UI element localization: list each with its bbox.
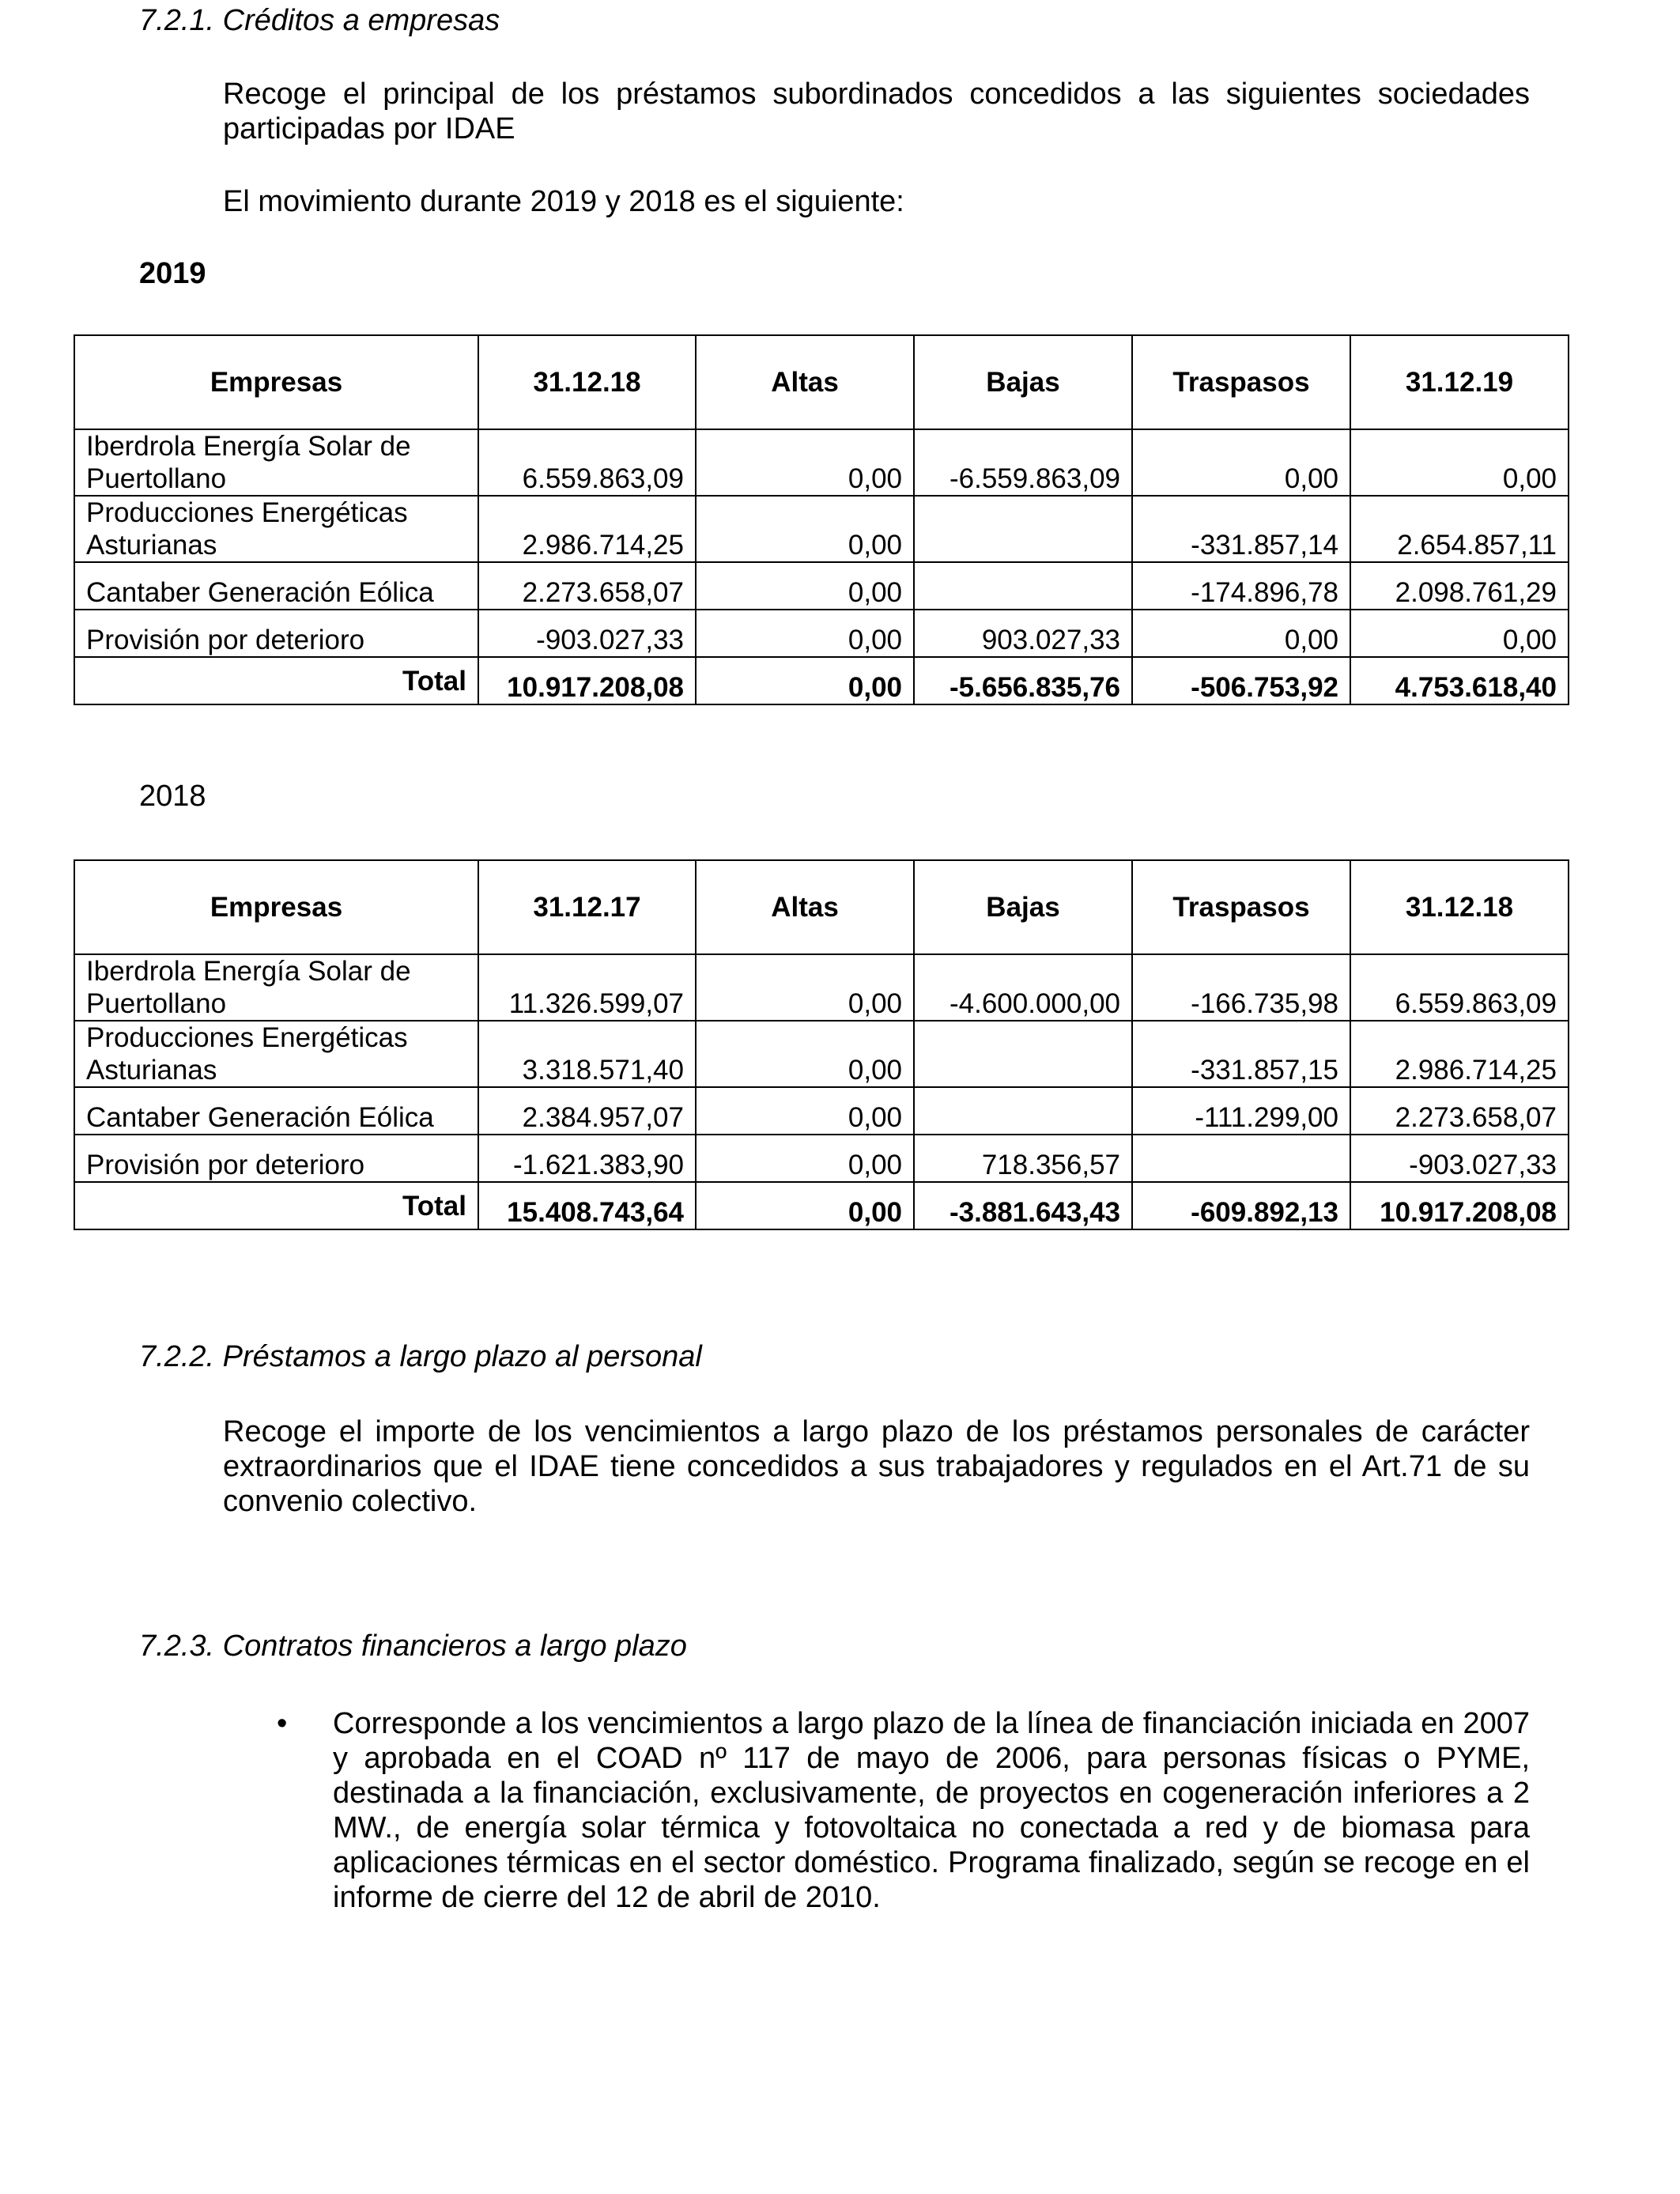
table-row [74,496,1569,562]
company-name: Cantaber Generación Eólica [74,562,478,610]
cell-value [914,1021,1132,1087]
cell-value [914,1087,1132,1135]
table-2018 [74,859,1569,1230]
header-bajas: Bajas [914,860,1132,954]
header-opening-date: 31.12.17 [478,860,696,954]
section-723-bullet-text: Corresponde a los vencimientos a largo plazo de la línea de financiación iniciada en 2007 y aprobada en el COAD nº 117 de mayo de 2006, para personas físicas o PYME, destinada a la financiación, exclusivamente, de proyectos en cogeneración inferiores a 2 MW., de energía solar térmica y fotovoltaica no conectada a red y de biomasa para aplicaciones térmicas en el sector doméstico. Programa finalizado, según se recoge en el informe de cierre del 12 de abril de 2010. [333,1707,1530,1914]
section-722-paragraph: Recoge el importe de los vencimientos a largo plazo de los préstamos personales de carácter extraordinarios que el IDAE tiene concedidos a sus trabajadores y regulados en el Art.71 de su convenio colectivo. [223,1415,1530,1518]
section-721-heading: 7.2.1. Créditos a empresas [139,4,500,37]
table-row [74,562,1569,610]
cell-value: 0,00 [696,610,914,657]
table-total-row [74,657,1569,704]
table-row [74,1021,1569,1087]
cell-value: 2.654.857,11 [1350,496,1569,562]
company-name: Producciones Energéticas Asturianas [74,1021,478,1087]
company-name: Cantaber Generación Eólica [74,1087,478,1135]
table-total-row [74,1182,1569,1229]
header-opening-date: 31.12.18 [478,335,696,429]
cell-value: 0,00 [696,496,914,562]
header-closing-date: 31.12.18 [1350,860,1569,954]
cell-value: -903.027,33 [478,610,696,657]
cell-value: 903.027,33 [914,610,1132,657]
total-value: 10.917.208,08 [478,657,696,704]
cell-value: 3.318.571,40 [478,1021,696,1087]
cell-value: 0,00 [696,429,914,496]
cell-value [1132,1135,1350,1182]
company-name: Provisión por deterioro [74,1135,478,1182]
cell-value: 0,00 [696,954,914,1021]
total-label: Total [74,1182,478,1229]
total-value: 0,00 [696,657,914,704]
table-row [74,954,1569,1021]
company-name: Iberdrola Energía Solar de Puertollano [74,954,478,1021]
cell-value: 2.384.957,07 [478,1087,696,1135]
cell-value: 0,00 [1132,429,1350,496]
cell-value: -1.621.383,90 [478,1135,696,1182]
cell-value: 6.559.863,09 [1350,954,1569,1021]
header-traspasos: Traspasos [1132,860,1350,954]
table-row [74,1135,1569,1182]
cell-value: -4.600.000,00 [914,954,1132,1021]
table-row [74,1087,1569,1135]
cell-value: 718.356,57 [914,1135,1132,1182]
cell-value: 0,00 [1350,429,1569,496]
cell-value: 2.273.658,07 [1350,1087,1569,1135]
total-value: 15.408.743,64 [478,1182,696,1229]
cell-value: 0,00 [696,1087,914,1135]
section-723-heading: 7.2.3. Contratos financieros a largo plazo [139,1629,687,1663]
total-value: 0,00 [696,1182,914,1229]
company-name: Provisión por deterioro [74,610,478,657]
total-value: -5.656.835,76 [914,657,1132,704]
cell-value: -331.857,14 [1132,496,1350,562]
cell-value: -903.027,33 [1350,1135,1569,1182]
cell-value: 0,00 [1350,610,1569,657]
cell-value: 0,00 [696,1021,914,1087]
table-row [74,610,1569,657]
cell-value: -174.896,78 [1132,562,1350,610]
bullet-icon: • [277,1707,288,1740]
header-traspasos: Traspasos [1132,335,1350,429]
cell-value: 2.986.714,25 [478,496,696,562]
year-label-2019: 2019 [139,257,206,290]
header-empresas: Empresas [74,860,478,954]
section-722-heading: 7.2.2. Préstamos a largo plazo al personal [139,1340,702,1373]
cell-value: -6.559.863,09 [914,429,1132,496]
header-altas: Altas [696,335,914,429]
header-altas: Altas [696,860,914,954]
header-bajas: Bajas [914,335,1132,429]
cell-value: 11.326.599,07 [478,954,696,1021]
header-closing-date: 31.12.19 [1350,335,1569,429]
cell-value: -111.299,00 [1132,1087,1350,1135]
header-empresas: Empresas [74,335,478,429]
cell-value: 0,00 [1132,610,1350,657]
table-row [74,429,1569,496]
total-value: 4.753.618,40 [1350,657,1569,704]
table-header-row [74,335,1569,429]
section-721-paragraph: Recoge el principal de los préstamos subordinados concedidos a las siguientes sociedades participadas por IDAE [223,77,1530,145]
total-value: -506.753,92 [1132,657,1350,704]
total-value: -609.892,13 [1132,1182,1350,1229]
table-header-row [74,860,1569,954]
cell-value: 6.559.863,09 [478,429,696,496]
total-label: Total [74,657,478,704]
cell-value: 0,00 [696,1135,914,1182]
company-name: Producciones Energéticas Asturianas [74,496,478,562]
table-2019 [74,334,1569,705]
total-value: 10.917.208,08 [1350,1182,1569,1229]
cell-value: 2.098.761,29 [1350,562,1569,610]
company-name: Iberdrola Energía Solar de Puertollano [74,429,478,496]
cell-value: -166.735,98 [1132,954,1350,1021]
section-721-movement-text: El movimiento durante 2019 y 2018 es el siguiente: [223,185,904,218]
total-value: -3.881.643,43 [914,1182,1132,1229]
cell-value [914,496,1132,562]
cell-value: -331.857,15 [1132,1021,1350,1087]
year-label-2018: 2018 [139,780,206,813]
cell-value: 2.273.658,07 [478,562,696,610]
cell-value [914,562,1132,610]
cell-value: 2.986.714,25 [1350,1021,1569,1087]
cell-value: 0,00 [696,562,914,610]
